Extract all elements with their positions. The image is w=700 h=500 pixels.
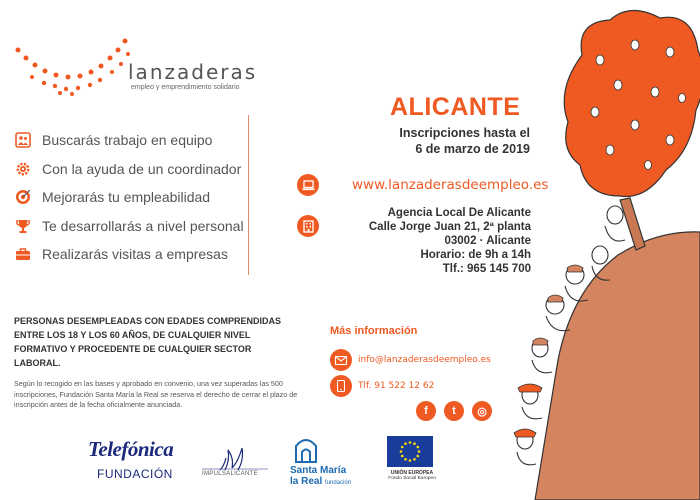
- santa-maria-line-1: Santa María: [290, 465, 347, 476]
- impulsa-alicante-logo: [200, 440, 270, 490]
- impulsa-alicante-text: IMPULSALICANTE: [202, 471, 258, 477]
- santa-maria-icon: [292, 434, 320, 464]
- deadline-line-1: Inscripciones hasta el: [399, 126, 530, 140]
- address-line-3: 03002 · Alicante: [444, 235, 531, 247]
- benefit-item: [14, 126, 254, 155]
- team-icon: [14, 131, 32, 149]
- benefit-label: Con la ayuda de un coordinador: [42, 160, 242, 177]
- target-icon: [14, 188, 32, 206]
- address-line-1: Agencia Local De Alicante: [387, 207, 531, 219]
- target-audience-text: PERSONAS DESEMPLEADAS CON EDADES COMPRENDIDAS ENTRE LOS 18 Y LOS 60 AÑOS, DE CUALQUIER NIVEL FORMATIVO Y PROCEDENTE DE CUALQUIER SECTOR LABORAL.: [14, 316, 282, 368]
- benefit-label: Buscarás trabajo en equipo: [42, 132, 213, 149]
- santa-maria-logo: [290, 465, 351, 489]
- benefit-item: [14, 212, 254, 241]
- instagram-icon[interactable]: ◎: [472, 401, 492, 421]
- benefit-label: Realizarás visitas a empresas: [42, 246, 228, 263]
- phone-icon: [330, 375, 352, 397]
- more-info-title: Más información: [330, 325, 418, 337]
- address-line-2: Calle Jorge Juan 21, 2ª planta: [368, 221, 531, 233]
- benefit-label: Mejorarás tu empleabilidad: [42, 189, 211, 206]
- gear-icon: [14, 160, 32, 178]
- office-hours: Horario: de 9h a 14h: [420, 249, 531, 261]
- twitter-icon[interactable]: t: [444, 401, 464, 421]
- divider: [248, 115, 249, 275]
- eu-title: UNIÓN EUROPEA: [390, 470, 434, 476]
- eu-flag-icon: [387, 436, 433, 467]
- benefit-item: [14, 240, 254, 269]
- facebook-icon[interactable]: f: [416, 401, 436, 421]
- tree-illustration: [470, 0, 700, 500]
- briefcase-icon: [14, 245, 32, 263]
- brand-name: lanzaderas: [128, 60, 258, 84]
- benefit-label: Te desarrollarás a nivel personal: [42, 217, 244, 234]
- eu-subtitle: Fondo Social Europeo: [388, 476, 436, 481]
- laptop-icon: [297, 174, 319, 196]
- trophy-icon: [14, 217, 32, 235]
- website-link[interactable]: www.lanzaderasdeempleo.es: [352, 177, 549, 193]
- deadline-line-2: 6 de marzo de 2019: [415, 142, 530, 156]
- santa-maria-la-real: la Real: [290, 476, 323, 487]
- benefits-list: [14, 126, 254, 269]
- email-icon: [330, 349, 352, 371]
- santa-maria-fundacion: fundación: [325, 480, 352, 486]
- brand-tagline: empleo y emprendimiento solidario: [131, 84, 240, 91]
- telefonica-fundacion: FUNDACIÓN: [97, 467, 173, 481]
- santa-maria-line-2: [290, 476, 351, 489]
- office-phone: Tlf.: 965 145 700: [442, 263, 531, 275]
- benefit-item: [14, 155, 254, 184]
- eu-label: [384, 470, 440, 482]
- logo-dots-icon: [14, 30, 134, 96]
- telefonica-logo: Telefónica: [88, 437, 174, 461]
- contact-email-link[interactable]: info@lanzaderasdeempleo.es: [358, 355, 491, 365]
- building-icon: [297, 215, 319, 237]
- legal-notice: Según lo recogido en las bases y aprobado en convenio, una vez superadas las 500 inscripciones, Fundación Santa María la Real se reserva el derecho de cerrar el plazo de inscripción antes de la fecha oficialmente anunciada.: [14, 379, 298, 409]
- benefit-item: [14, 183, 254, 212]
- contact-phone: Tlf. 91 522 12 62: [358, 381, 435, 391]
- city-title: ALICANTE: [390, 93, 521, 121]
